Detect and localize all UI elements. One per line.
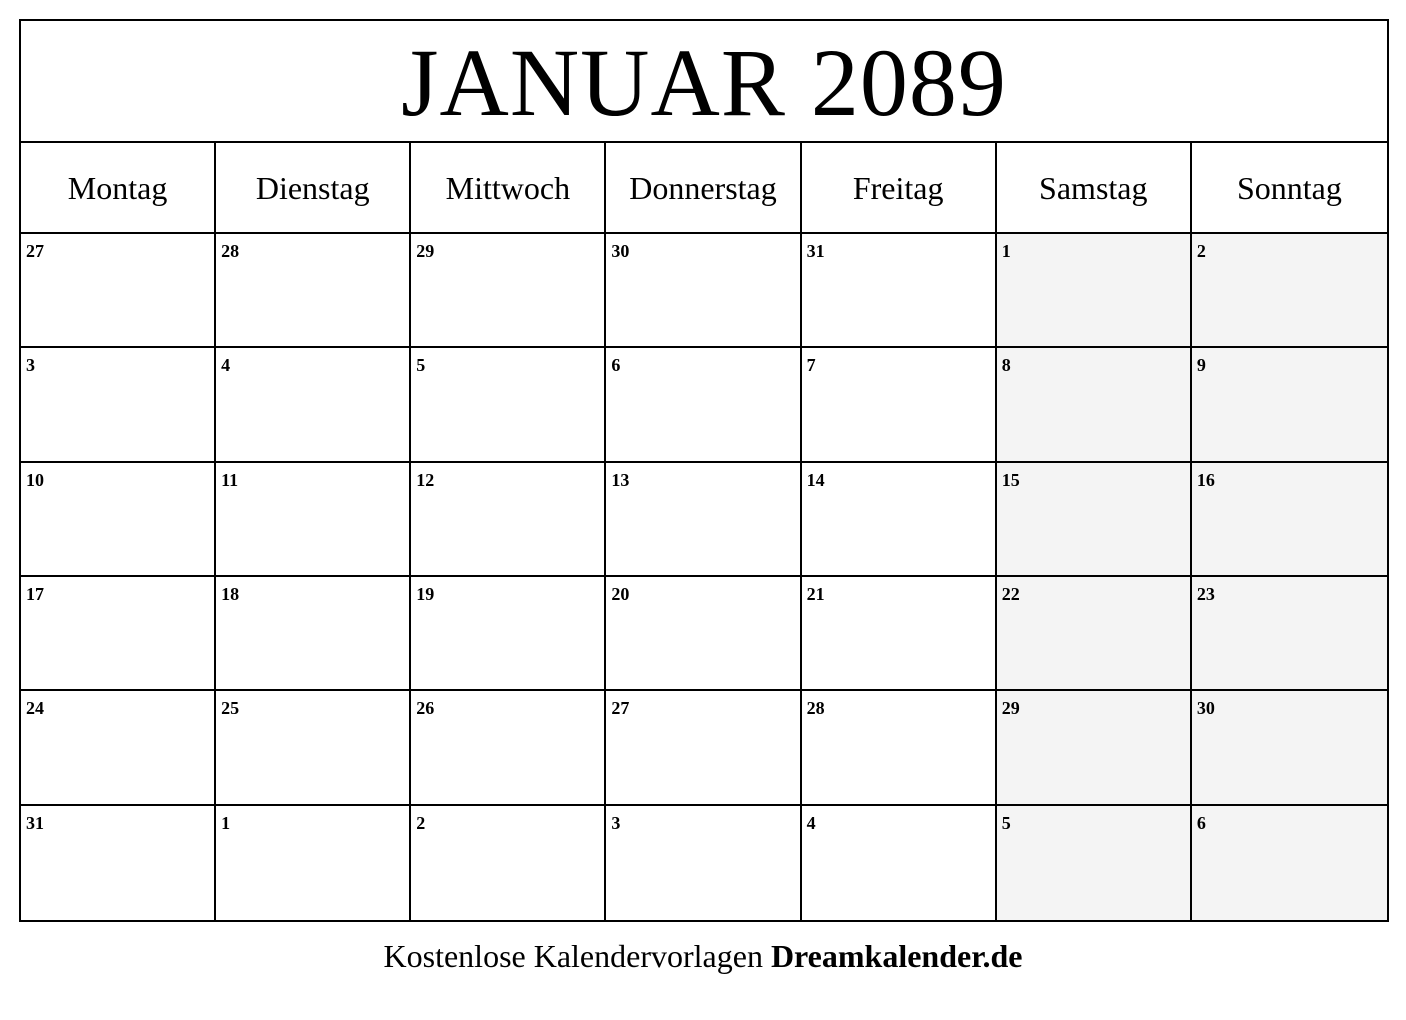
day-cell	[606, 691, 801, 805]
day-cell	[802, 463, 997, 577]
day-number: 6	[1196, 812, 1206, 833]
day-number: 2	[416, 812, 426, 833]
day-number: 20	[611, 584, 630, 604]
weekend-day-cell	[997, 577, 1192, 691]
day-number: 4	[806, 812, 816, 833]
day-cell	[411, 691, 606, 805]
day-number: 1	[221, 812, 231, 833]
weekday-header: Freitag	[802, 143, 997, 234]
day-number: 14	[806, 469, 825, 490]
day-cell	[606, 348, 801, 462]
calendar-grid	[21, 143, 1387, 920]
day-number: 31	[806, 241, 825, 261]
day-cell	[21, 806, 216, 920]
weekend-day-cell	[1192, 577, 1387, 691]
day-cell	[411, 234, 606, 348]
day-number: 29	[1001, 698, 1020, 719]
calendar-title-bar	[21, 21, 1387, 143]
day-cell	[411, 348, 606, 462]
weekday-header: Samstag	[997, 143, 1192, 234]
weekend-day-cell	[1192, 806, 1387, 920]
weekday-header: Donnerstag	[606, 143, 801, 234]
weekday-header: Sonntag	[1192, 143, 1387, 234]
day-cell	[216, 577, 411, 691]
weekend-day-cell	[997, 234, 1192, 348]
day-cell	[216, 806, 411, 920]
weekday-header: Dienstag	[216, 143, 411, 234]
day-number: 12	[416, 469, 435, 490]
day-cell	[21, 691, 216, 805]
day-number: 26	[416, 698, 435, 719]
day-number: 8	[1001, 355, 1011, 376]
day-cell	[411, 806, 606, 920]
day-cell	[21, 234, 216, 348]
day-cell	[802, 577, 997, 691]
day-cell	[606, 806, 801, 920]
day-number: 13	[611, 469, 630, 490]
day-number: 4	[221, 355, 231, 376]
day-cell	[216, 234, 411, 348]
day-number: 30	[1196, 698, 1215, 719]
day-number: 28	[806, 698, 825, 719]
weekend-day-cell	[997, 348, 1192, 462]
day-number: 7	[806, 355, 816, 376]
day-number: 22	[1001, 584, 1020, 604]
day-number: 27	[26, 241, 44, 261]
day-cell	[802, 806, 997, 920]
day-number: 10	[26, 469, 44, 490]
day-cell	[21, 577, 216, 691]
day-number: 29	[416, 241, 435, 261]
day-number: 15	[1001, 469, 1020, 490]
day-number: 21	[806, 584, 825, 604]
day-number: 11	[221, 469, 239, 490]
day-cell	[802, 348, 997, 462]
weekday-header: Mittwoch	[411, 143, 606, 234]
day-cell	[411, 463, 606, 577]
day-number: 5	[416, 355, 426, 376]
day-number: 3	[26, 355, 35, 376]
day-number: 30	[611, 241, 630, 261]
day-number: 24	[26, 698, 44, 719]
day-number: 5	[1001, 812, 1011, 833]
day-number: 25	[221, 698, 240, 719]
day-cell	[216, 348, 411, 462]
day-number: 27	[611, 698, 630, 719]
day-number: 17	[26, 584, 44, 604]
day-cell	[216, 463, 411, 577]
calendar-title: JANUAR 2089	[401, 29, 1007, 136]
day-cell	[21, 463, 216, 577]
day-number: 23	[1196, 584, 1215, 604]
weekend-day-cell	[1192, 691, 1387, 805]
day-cell	[802, 234, 997, 348]
day-cell	[21, 348, 216, 462]
weekend-day-cell	[997, 463, 1192, 577]
day-number: 28	[221, 241, 240, 261]
footer	[0, 938, 1406, 975]
weekday-header: Montag	[21, 143, 216, 234]
day-number: 1	[1001, 241, 1011, 261]
day-cell	[606, 234, 801, 348]
weekend-day-cell	[997, 691, 1192, 805]
day-number: 19	[416, 584, 435, 604]
day-number: 16	[1196, 469, 1215, 490]
day-cell	[802, 691, 997, 805]
footer-brand-link[interactable]: Dreamkalender.de	[770, 938, 1023, 974]
day-number: 18	[221, 584, 240, 604]
weekend-day-cell	[1192, 348, 1387, 462]
weekend-day-cell	[997, 806, 1192, 920]
day-cell	[606, 577, 801, 691]
day-number: 9	[1196, 355, 1206, 376]
day-cell	[606, 463, 801, 577]
day-number: 6	[611, 355, 621, 376]
weekend-day-cell	[1192, 463, 1387, 577]
calendar	[19, 19, 1389, 922]
footer-text: Kostenlose Kalendervorlagen	[383, 938, 763, 974]
day-number: 31	[26, 812, 44, 833]
day-cell	[411, 577, 606, 691]
day-number: 2	[1196, 241, 1206, 261]
day-cell	[216, 691, 411, 805]
day-number: 3	[611, 812, 621, 833]
weekend-day-cell	[1192, 234, 1387, 348]
